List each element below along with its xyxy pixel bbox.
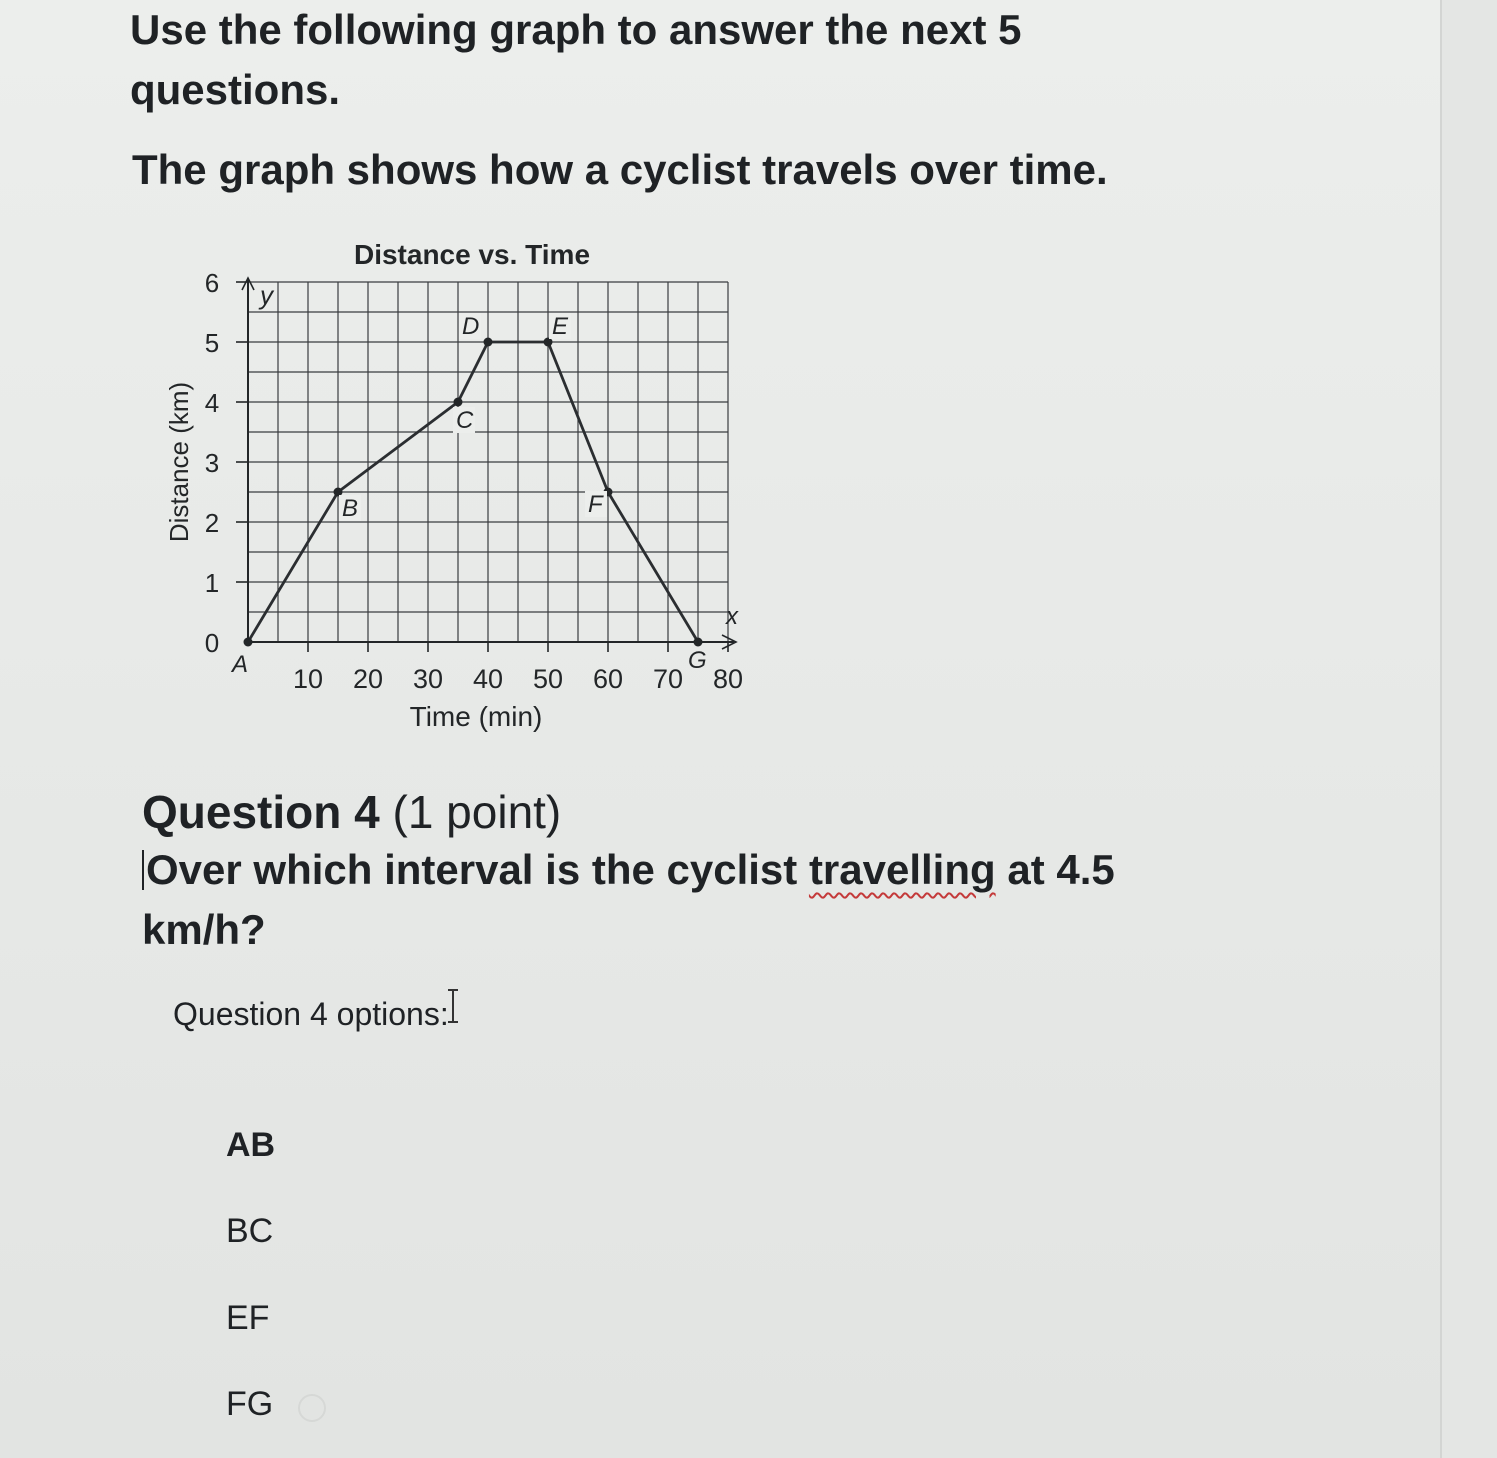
option-bc[interactable]: BC [226,1212,274,1250]
distance-time-chart [160,230,760,740]
option-ef[interactable]: EF [226,1299,270,1337]
intro-text: Use the following graph to answer the next 5 questions. [130,6,1022,113]
y-tick-label: 5 [204,328,220,358]
point-label-g: G [688,647,707,674]
data-point-c [454,398,463,407]
chart-title: Distance vs. Time [353,239,591,270]
x-tick-label: 10 [292,664,324,694]
y-axis-label: Distance (km) [164,381,194,543]
x-tick-label: 30 [412,664,444,694]
x-tick-label: 40 [472,664,504,694]
question-points: (1 point) [392,786,562,838]
scrollbar-area[interactable] [1440,0,1497,1458]
point-label-d: D [462,313,480,340]
x-tick-label: 70 [652,664,684,694]
question-text-start: Over which interval is the cyclist [146,846,809,893]
x-tick-label: 60 [592,664,624,694]
option-ab[interactable]: AB [226,1126,276,1164]
point-label-c: C [456,407,474,434]
text-cursor [142,850,144,890]
x-tick-label: 50 [532,664,564,694]
x-tick-label: 20 [352,664,384,694]
y-tick-label: 6 [204,268,220,298]
y-tick-label: 2 [204,508,220,538]
x-tick-label: 80 [712,664,744,694]
options-label: Question 4 options: [173,996,449,1032]
ibeam-cursor-icon [446,988,460,1024]
point-label-f: F [588,491,603,518]
point-label-a: A [232,651,249,678]
y-tick-label: 0 [204,628,220,658]
data-point-g [694,638,703,647]
spellcheck-word: travelling [808,846,996,893]
question-text [142,840,1162,960]
x-axis-label: Time (min) [409,701,543,732]
option-fg[interactable]: FG [226,1385,274,1423]
y-tick-label: 3 [204,448,220,478]
question-heading [142,780,561,844]
radio-button-fg[interactable] [298,1394,326,1422]
chart-svg [160,230,760,740]
y-axis-symbol: y [260,280,273,310]
question-number: Question 4 [142,786,380,838]
point-label-e: E [552,313,569,340]
y-tick-label: 1 [204,568,220,598]
point-label-b: B [342,495,359,522]
y-tick-label: 4 [204,388,220,418]
question-text-end: at 4.5 km/h? [142,846,1115,953]
data-point-d [484,338,493,347]
graph-description: The graph shows how a cyclist travels over time. [132,146,1108,193]
data-point-a [244,638,253,647]
x-axis-symbol: x [726,603,738,630]
